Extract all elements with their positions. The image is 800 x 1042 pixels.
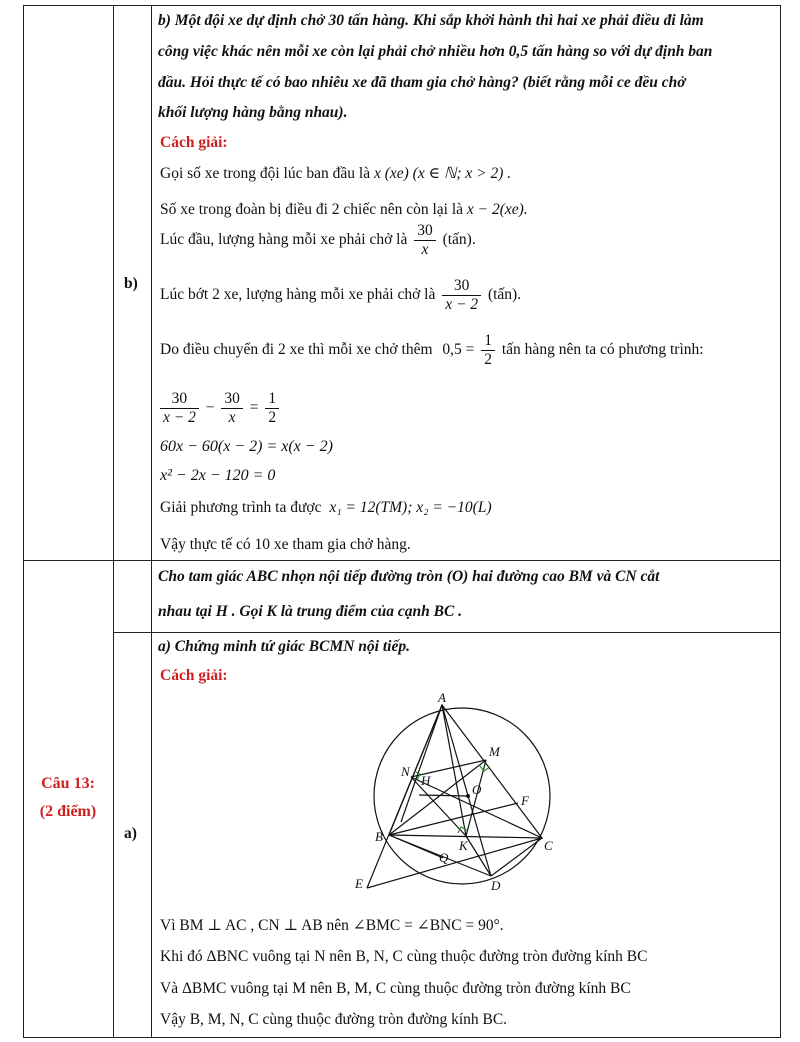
row-divider-question13 xyxy=(23,560,781,561)
part-b-label: b) xyxy=(124,275,138,292)
segment-CD xyxy=(491,838,542,876)
segment-BF xyxy=(389,803,518,835)
equation-3: x² − 2x − 120 = 0 xyxy=(160,467,276,484)
part-a-line-4: Vậy B, M, N, C cùng thuộc đường tròn đường kính BC. xyxy=(160,1011,508,1028)
line4-unit: (tấn). xyxy=(487,286,522,304)
solution-line-3 xyxy=(160,222,476,259)
result-text: Giải phương trình ta được xyxy=(160,499,322,516)
line3-text: Lúc đầu, lượng hàng mỗi xe phải chở là xyxy=(160,231,408,249)
part-a-line-1: Vì BM ⊥ AC , CN ⊥ AB nên ∠BMC = ∠BNC = 90°. xyxy=(160,917,504,934)
label-Q: Q xyxy=(439,850,449,865)
solution-line-4 xyxy=(160,277,521,314)
label-E: E xyxy=(355,876,363,891)
label-A: A xyxy=(438,690,446,705)
triangle-ABC xyxy=(389,705,542,838)
question13-points: (2 điểm) xyxy=(39,803,97,820)
problem-line-3: đầu. Hỏi thực tế có bao nhiêu xe đã tham gia chở hàng? (biết rằng mỗi ce đều chở xyxy=(158,74,686,91)
result-line xyxy=(160,499,492,517)
label-C: C xyxy=(544,838,553,853)
label-M: M xyxy=(489,744,500,759)
line1-text: Gọi số xe trong đội lúc ban đầu là xyxy=(160,165,371,182)
line5-text: Do điều chuyển đi 2 xe thì mỗi xe chở thêm xyxy=(160,341,433,359)
column-divider-2 xyxy=(151,5,152,1038)
label-F: F xyxy=(521,793,529,808)
geometry-figure xyxy=(345,690,585,900)
problem-line-1: b) Một đội xe dự định chở 30 tấn hàng. Khi sắp khởi hành thì hai xe phải điều đi làm xyxy=(158,12,704,29)
column-divider-1 xyxy=(113,5,114,1038)
line3-unit: (tấn). xyxy=(442,231,476,249)
line5-tail: tấn hàng nên ta có phương trình: xyxy=(501,341,704,359)
question13-stem-line-2: nhau tại H . Gọi K là trung điểm của cạnh BC . xyxy=(158,603,463,620)
label-O: O xyxy=(472,782,482,797)
fraction-30-over-x: $\frac{30}{x}$ xyxy=(414,222,436,259)
line4-text: Lúc bớt 2 xe, lượng hàng mỗi xe phải chở là xyxy=(160,286,436,304)
eq1-fraction-2: $\frac{30}{x}$ xyxy=(221,390,243,427)
question13-label xyxy=(23,770,113,826)
row-divider-part-a xyxy=(113,632,781,633)
result-math: x₁ = 12(TM); x₂ = −10(L) xyxy=(329,499,492,516)
solution-line-2 xyxy=(160,201,528,219)
label-K: K xyxy=(459,838,468,853)
eq1-fraction-1: $\frac{30}{x - 2}$ xyxy=(160,390,199,427)
solution-label-b: Cách giải: xyxy=(160,134,228,151)
line2-math: x − 2(xe). xyxy=(466,201,528,218)
fraction-30-over-x-minus-2: $\frac{30}{x - 2}$ xyxy=(442,277,481,314)
line5-lhs: 0,5 = xyxy=(442,341,475,359)
eq1-fraction-3: $\frac{1}{2}$ xyxy=(265,390,279,427)
line1-math: x (xe) (x ∈ ℕ; x > 2) . xyxy=(373,165,512,182)
part-a-line-2: Khi đó ΔBNC vuông tại N nên B, N, C cùng thuộc đường tròn đường kính BC xyxy=(160,948,648,965)
equation-1: $\frac{30}{x - 2}$ − $\frac{30}{x}$ = $\frac{1}{2}$ xyxy=(160,390,282,427)
point-O xyxy=(466,794,470,798)
segment-EC xyxy=(367,838,542,888)
solution-line-5 xyxy=(160,332,704,369)
fraction-one-half: $\frac{1}{2}$ xyxy=(481,332,495,369)
question13-number: Câu 13: xyxy=(41,775,95,792)
problem-line-2: công việc khác nên mỗi xe còn lại phải chở nhiều hơn 0,5 tấn hàng so với dự định ban xyxy=(158,43,713,60)
problem-line-4: khối lượng hàng bằng nhau). xyxy=(158,104,348,121)
label-D: D xyxy=(491,878,501,893)
label-H: H xyxy=(421,773,431,788)
question13-stem-line-1: Cho tam giác ABC nhọn nội tiếp đường tròn (O) hai đường cao BM và CN cắt xyxy=(158,568,660,585)
segment-HO xyxy=(419,795,468,796)
part-a-label: a) xyxy=(124,825,137,842)
line2-text: Số xe trong đoàn bị điều đi 2 chiếc nên còn lại là xyxy=(160,201,464,218)
conclusion-b: Vậy thực tế có 10 xe tham gia chở hàng. xyxy=(160,536,411,553)
label-B: B xyxy=(375,829,383,844)
part-a-line-3: Và ΔBMC vuông tại M nên B, M, C cùng thuộc đường tròn đường kính BC xyxy=(160,980,631,997)
solution-label-a: Cách giải: xyxy=(160,667,228,684)
segment-EA xyxy=(367,705,442,888)
part-a-title: a) Chứng minh tứ giác BCMN nội tiếp. xyxy=(158,638,410,655)
solution-line-1 xyxy=(160,164,511,183)
equation-2: 60x − 60(x − 2) = x(x − 2) xyxy=(160,438,333,455)
label-N: N xyxy=(401,764,410,779)
